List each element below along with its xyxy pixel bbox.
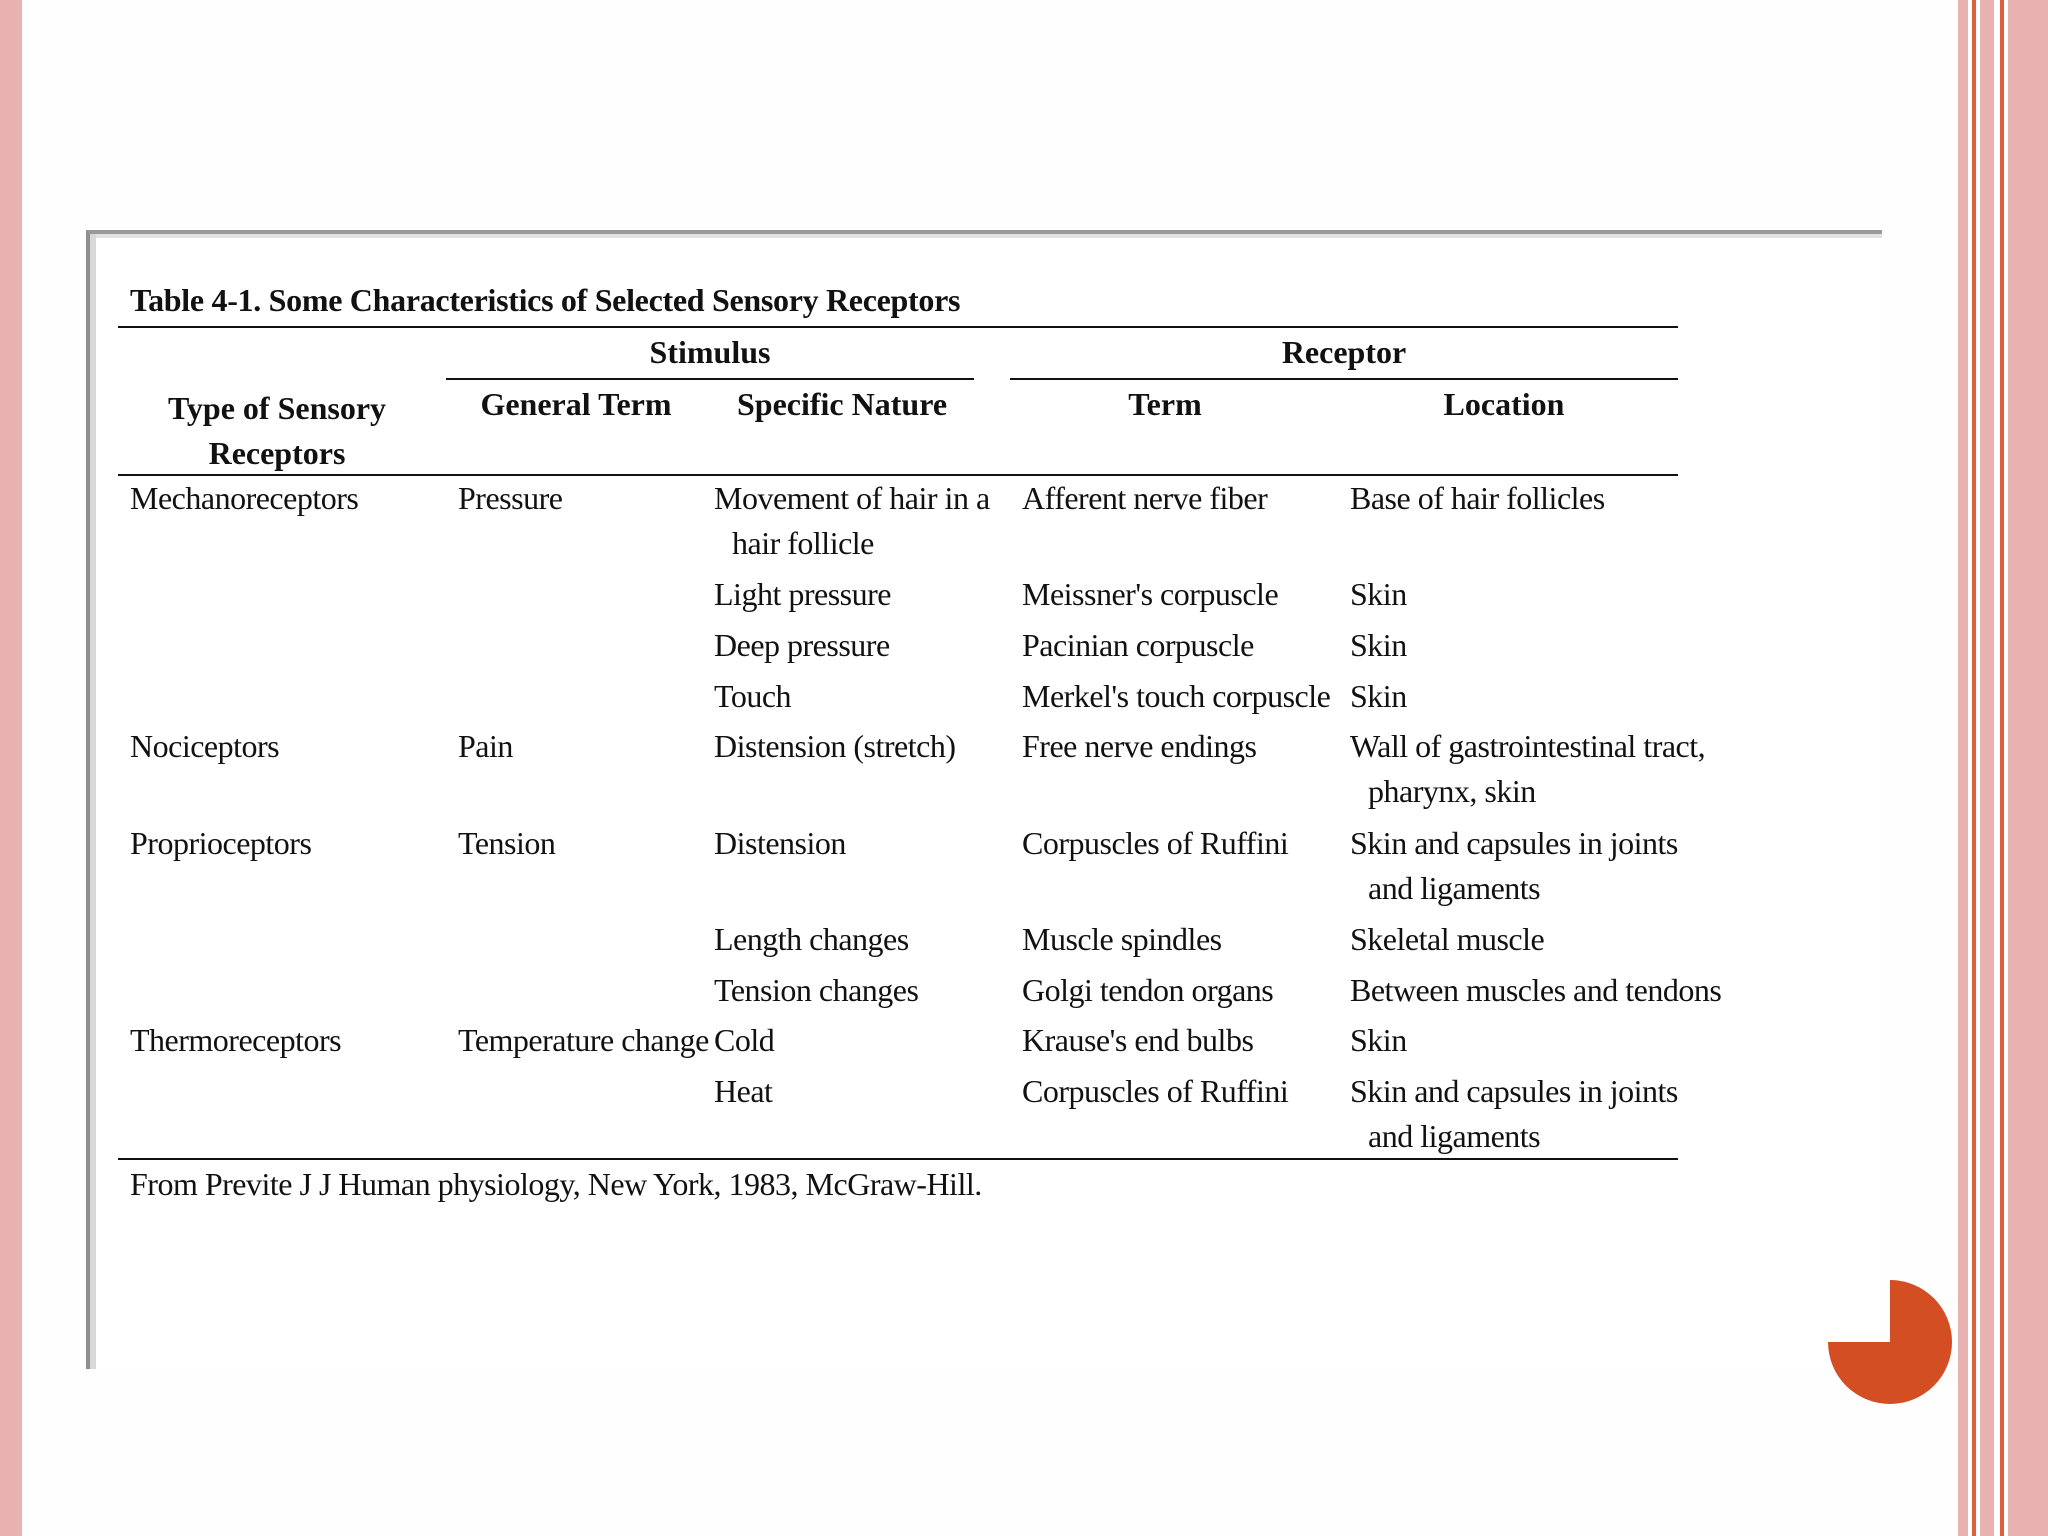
cell-term [1022, 1018, 1253, 1063]
cell-specific [714, 572, 891, 617]
cell-text: Skeletal muscle [1350, 921, 1545, 957]
cell-term [1022, 674, 1330, 719]
cell-text: Pacinian corpuscle [1022, 627, 1254, 663]
slide-left-border [0, 0, 22, 1536]
cell-text: Skin [1350, 678, 1407, 714]
cell-type [130, 821, 311, 866]
quarter-circle-mark [1828, 1280, 1952, 1404]
cell-location [1350, 476, 1605, 521]
cell-general [458, 476, 562, 521]
header-specific-nature: Specific Nature [736, 386, 948, 422]
slide-right-border [1958, 0, 2048, 1536]
cell-general [458, 821, 555, 866]
cell-type [130, 476, 358, 521]
stimulus-underline [446, 378, 974, 380]
cell-text: Touch [714, 678, 792, 714]
cell-text-continued: and ligaments [1368, 1118, 1541, 1154]
cell-text-continued: pharynx, skin [1368, 773, 1536, 809]
cell-location [1350, 724, 1705, 814]
table-image [86, 230, 1882, 1369]
cell-text: Distension [714, 825, 846, 861]
cell-text: Krause's end bulbs [1022, 1022, 1254, 1058]
cell-general [458, 1018, 709, 1063]
header-term: Term [1128, 386, 1202, 422]
cell-term [1022, 623, 1254, 668]
cell-text-continued: and ligaments [1368, 870, 1541, 906]
cell-text: Length changes [714, 921, 909, 957]
cell-text: Free nerve endings [1022, 728, 1257, 764]
cell-location [1350, 821, 1678, 911]
header-general-term: General Term [480, 386, 672, 422]
cell-text: Thermoreceptors [130, 1022, 342, 1058]
cell-specific [714, 968, 918, 1013]
cell-text: Corpuscles of Ruffini [1022, 1073, 1289, 1109]
cell-text: Temperature change [458, 1022, 709, 1058]
cell-location [1350, 572, 1407, 617]
cell-term [1022, 968, 1273, 1013]
cell-location [1350, 917, 1544, 962]
table-bottom-rule [118, 1158, 1678, 1160]
cell-text: Distension (stretch) [714, 728, 956, 764]
cell-text: Movement of hair in a [714, 480, 990, 516]
cell-term [1022, 724, 1256, 769]
cell-text: Pressure [458, 480, 563, 516]
cell-text: Afferent nerve fiber [1022, 480, 1268, 516]
cell-term [1022, 821, 1288, 866]
cell-specific [714, 917, 909, 962]
cell-text: Golgi tendon organs [1022, 972, 1274, 1008]
cell-text: Light pressure [714, 576, 891, 612]
cell-location [1350, 968, 1721, 1013]
cell-specific [714, 476, 990, 566]
cell-text: Skin [1350, 1022, 1407, 1058]
cell-specific [714, 674, 791, 719]
cell-term [1022, 917, 1222, 962]
cell-term [1022, 1069, 1288, 1114]
cell-text: Mechanoreceptors [130, 480, 359, 516]
header-type-line2: Receptors [208, 435, 346, 471]
cell-text: Pain [458, 728, 513, 764]
header-location: Location [1443, 386, 1565, 422]
cell-text: Merkel's touch corpuscle [1022, 678, 1331, 714]
cell-term [1022, 572, 1278, 617]
cell-location [1350, 674, 1407, 719]
cell-location [1350, 1069, 1678, 1159]
cell-specific [714, 821, 846, 866]
cell-text-continued: hair follicle [732, 525, 874, 561]
cell-location [1350, 623, 1407, 668]
cell-text: Skin [1350, 627, 1407, 663]
header-type [118, 386, 436, 476]
cell-type [130, 724, 279, 769]
cell-text: Nociceptors [130, 728, 280, 764]
cell-specific [714, 724, 956, 769]
cell-text: Heat [714, 1073, 773, 1109]
cell-text: Skin [1350, 576, 1407, 612]
cell-specific [714, 1069, 772, 1114]
cell-text: Between muscles and tendons [1350, 972, 1722, 1008]
cell-specific [714, 623, 890, 668]
cell-term [1022, 476, 1267, 521]
cell-text: Corpuscles of Ruffini [1022, 825, 1289, 861]
cell-text: Tension [458, 825, 556, 861]
cell-text: Base of hair follicles [1350, 480, 1605, 516]
cell-type [130, 1018, 341, 1063]
receptor-underline [1010, 378, 1678, 380]
stimulus-group-header: Stimulus [649, 334, 771, 370]
cell-specific [714, 1018, 774, 1063]
cell-text: Proprioceptors [130, 825, 312, 861]
cell-text: Cold [714, 1022, 775, 1058]
cell-text: Meissner's corpuscle [1022, 576, 1279, 612]
table-source-note: From Previte J J Human physiology, New York, 1983, McGraw-Hill. [130, 1166, 982, 1202]
receptor-group-header: Receptor [1281, 334, 1407, 370]
cell-text: Tension changes [714, 972, 919, 1008]
header-type-line1: Type of Sensory [167, 390, 387, 426]
cell-location [1350, 1018, 1407, 1063]
cell-text: Muscle spindles [1022, 921, 1222, 957]
table-top-rule [118, 326, 1678, 328]
cell-general [458, 724, 513, 769]
cell-text: Wall of gastrointestinal tract, [1350, 728, 1706, 764]
table-caption: Table 4-1. Some Characteristics of Selected Sensory Receptors [130, 282, 961, 318]
cell-text: Skin and capsules in joints [1350, 825, 1678, 861]
cell-text: Skin and capsules in joints [1350, 1073, 1678, 1109]
cell-text: Deep pressure [714, 627, 890, 663]
